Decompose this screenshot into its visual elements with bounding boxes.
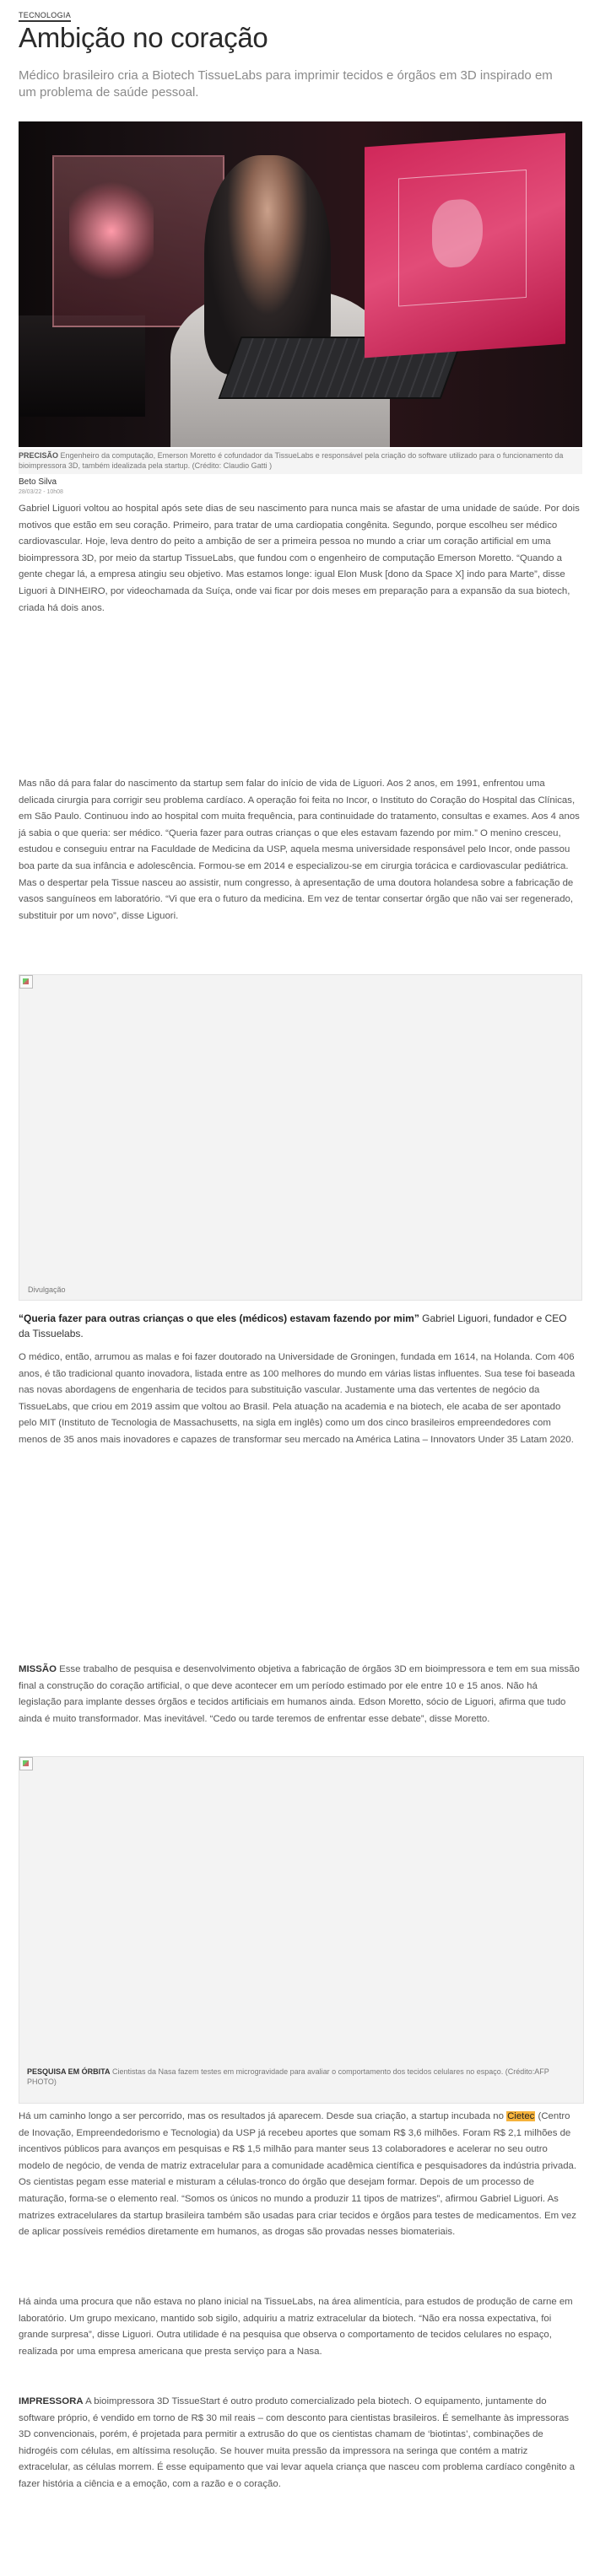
- author-name[interactable]: Beto Silva: [19, 477, 57, 487]
- hero-caption-lead: PRECISÃO: [19, 451, 59, 460]
- figure-2-caption-lead: PESQUISA EM ÓRBITA: [27, 2067, 111, 2076]
- paragraph-4: [19, 1662, 581, 1727]
- hero-screen-shape: [365, 133, 565, 358]
- pull-quote: [19, 1311, 576, 1341]
- paragraph-6: Há ainda uma procura que não estava no plano inicial na TissueLabs, na área alimentícia, para estudos de produção de carne em laboratório. Um grupo mexicano, mantido sob sigilo, adquiriu a matriz extracelular da biotech. “Não era nossa expectativa, foi grande surpresa”, disse Liguori. Outra utilidade é na pesquisa que observa o comportamento de tecidos celulares no espaço, realizada por uma empresa americana que presta serviço para a Nasa.: [19, 2297, 573, 2357]
- figure-2-caption-text: Cientistas da Nasa fazem testes em microgravidade para avaliar o comportamento dos tecidos celulares no espaço. (Crédito:AFP PHOTO): [27, 2067, 549, 2086]
- paragraph-2: Mas não dá para falar do nascimento da startup sem falar do início de vida de Liguori. Aos 2 anos, em 1991, enfrentou uma delicada cirurgia para corrigir seu problema cardíaco. A operação foi feita no Incor, o Instituto do Coração do Hospital das Clínicas, em São Paulo. Continuou indo ao hospital com muita frequência, para continuidade do tratamento, consultas e exames. Aos 4 anos já sabia o que queria: ser médico. “Queria fazer para outras crianças o que eles estavam fazendo por mim.” O menino cresceu, estudou e conseguiu entrar na Faculdade de Medicina da USP, aquela mesma universidade responsável pelo Incor, onde passou boa parte da sua infância e adolescência. Formou-se em 2014 e especializou-se em cirurgia torácica e cardiovascular pediátrica. Mas o despertar pela Tissue nasceu ao assistir, num congresso, à apresentação de uma doutora holandesa sobre a fabricação de vasos sanguíneos em laboratório. “Vi que era o futuro da medicina. Em vez de tentar consertar órgão que não vai ser regenerado, substituir por um novo”, disse Liguori.: [19, 779, 580, 921]
- figure-1-credit: Divulgação: [28, 1285, 66, 1294]
- paragraph-1: Gabriel Liguori voltou ao hospital após sete dias de seu nascimento para nunca mais se afastar de uma unidade de saúde. Por dois motivos que estão em seu coração. Primeiro, para tratar de uma cardiopatia congênita. Segundo, porque escolheu ser médico cardiovascular. Hoje, leva dentro do peito a ambição de ser a primeira pessoa no mundo a criar um coração artificial em uma bioimpressora 3D, por meio da startup TissueLabs, que fundou com o engenheiro de computação Emerson Moretto. “Quando a gente chegar lá, a empresa atingiu seu objetivo. Mas estamos longe: igual Elon Musk [dono da Space X] indo para Marte”, disse Liguori à DINHEIRO, por videochamada da Suíça, onde vai ficar por dois meses em preparação para a expansão da sua biotech, criada há dois anos.: [19, 504, 580, 613]
- broken-image-icon: [19, 975, 33, 989]
- pull-quote-text: “Queria fazer para outras crianças o que eles (médicos) estavam fazendo por mim”: [19, 1312, 419, 1324]
- broken-image-icon: [19, 1757, 33, 1770]
- figure-1: [19, 974, 582, 1301]
- paragraph-4-text: Esse trabalho de pesquisa e desenvolvimento objetiva a fabricação de órgãos 3D em bioimpressora e tem em sua missão final a construção do coração artificial, o que deve acontecer em um período estimado por ele entre 10 e 15 anos. Não há legislação para implante desses órgãos e tecidos artificiais em humanos ainda. Edson Moretto, sócio de Liguori, afirma que tudo ainda é muito transformador. Mas inevitável. “Cedo ou tarde teremos de enfrentar esse debate”, disse Moretto.: [19, 1664, 580, 1724]
- figure-2: [19, 1756, 584, 2104]
- paragraph-7-text: A bioimpressora 3D TissueStart é outro produto comercializado pela biotech. O equipamento, juntamente do software próprio, é vendido em torno de R$ 30 mil reais – com desconto para cientistas brasileiros. É semelhante às impressoras 3D convencionais, porém, é projetada para permitir a extrusão do que os cientistas chamam de ‘biotintas’, combinações de hidrogéis com células, em altíssima resolução. Se houver muita pressão da impressora na seringa que contém a matriz extracelular, as células morrem. É esse equipamento que vai levar aquela criança que nasceu com problema cardíaco congênito a fazer história a ciência e a emoção, com a razão e o coração.: [19, 2396, 576, 2489]
- section-kicker[interactable]: TECNOLOGIA: [19, 11, 71, 22]
- paragraph-4-lead: MISSÃO: [19, 1664, 57, 1674]
- hero-caption: [19, 449, 582, 474]
- publish-date: 28/03/22 - 10h08: [19, 489, 63, 495]
- paragraph-7-lead: IMPRESSORA: [19, 2396, 84, 2406]
- hero-glow-shape: [69, 181, 154, 282]
- hero-photo: [19, 121, 582, 447]
- figure-2-caption: [27, 2067, 550, 2087]
- article-subtitle: Médico brasileiro cria a Biotech TissueLabs para imprimir tecidos e órgãos em 3D inspirado em um problema de saúde pessoal.: [19, 68, 553, 100]
- page-title: Ambição no coração: [19, 22, 268, 53]
- pull-quote-attribution: Gabriel Liguori, fundador e CEO da Tissuelabs.: [19, 1312, 567, 1339]
- paragraph-5: [19, 2109, 581, 2241]
- hero-caption-text: Engenheiro da computação, Emerson Moretto é cofundador da TissueLabs e responsável pela criação do software utilizado para o funcionamento da bioimpressora 3D, também idealizada pela startup. (Crédito: Claudio Gatti ): [19, 451, 564, 470]
- paragraph-5-text-b: (Centro de Inovação, Empreendedorismo e Tecnologia) da USP já recebeu aportes que somam R$ 3,6 milhões. Foram R$ 2,1 milhões de incentivos públicos para avanços em pesquisas e R$ 1,5 milhão para manter seus 13 colaboradores e acelerar no seu outro modelo de negócio, de venda de matriz extracelular para a comunidade acadêmica científica e pesquisadores da indústria privada. Os cientistas pegam esse material e misturam a células-tronco do órgão que desejam formar. Depois de um processo de maturação, forma-se o elemento real. “Somos os únicos no mundo a produzir 11 tipos de matrizes”, afirmou Gabriel Liguori. As matrizes extracelulares da startup brasileira também são usadas para criar tecidos e órgãos para testes de medicamentos. Em vez de aplicar possíveis remédios diretamente em humanos, as drogas são provadas nesses biomateriais.: [19, 2111, 577, 2238]
- hero-monitor-shape: [19, 315, 145, 417]
- paragraph-7: [19, 2394, 581, 2493]
- paragraph-5-text-a: Há um caminho longo a ser percorrido, mas os resultados já aparecem. Desde sua criação, a startup incubada no: [19, 2111, 507, 2121]
- cietec-link[interactable]: Cietec: [507, 2111, 535, 2121]
- paragraph-3: O médico, então, arrumou as malas e foi fazer doutorado na Universidade de Groningen, fundada em 1614, na Holanda. Com 406 anos, é tão tradicional quanto inovadora, listada entre as 100 melhores do mundo em várias listas influentes. Sua tese foi baseada nas novas abordagens de engenharia de tecidos para substituição vascular. Justamente uma das vertentes de negócio da TissueLabs, que criou em 2019 assim que voltou ao Brasil. Pela atuação na academia e na biotech, ele acaba de ser apontado pelo MIT (Instituto de Tecnologia de Massachusetts, na sigla em inglês) como um dos cinco brasileiros empreendedores com menos de 35 anos mais inovadores e capazes de transformar seu mercado na América Latina – Innovators Under 35 Latam 2020.: [19, 1352, 576, 1445]
